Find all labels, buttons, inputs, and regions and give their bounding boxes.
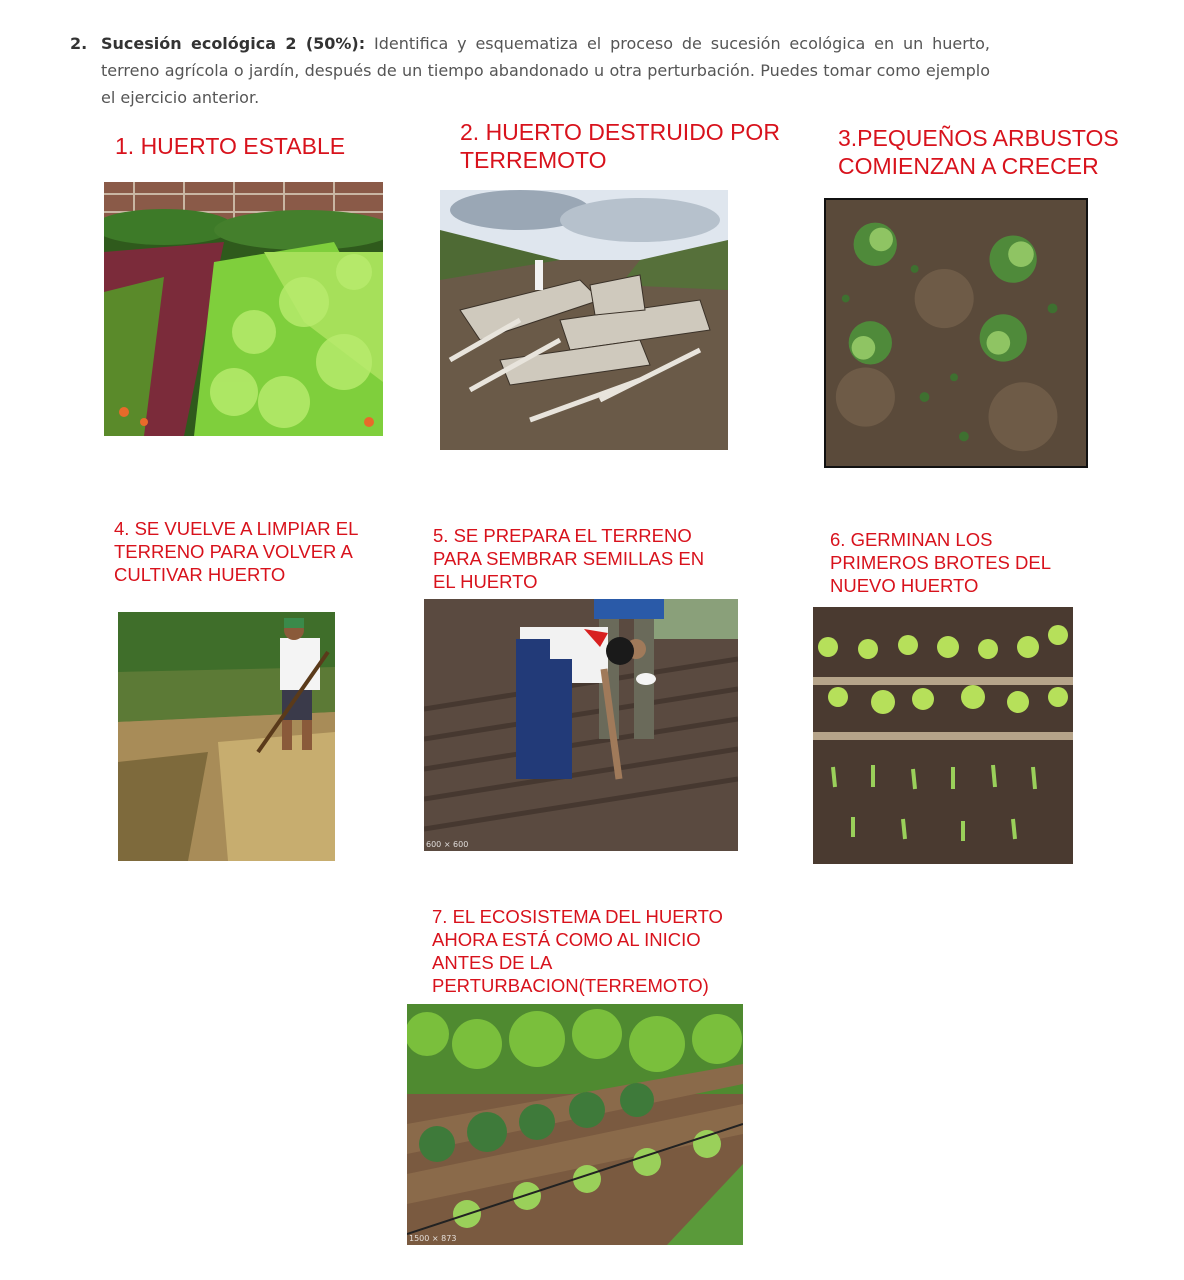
step-4-caption: 4. SE VUELVE A LIMPIAR EL TERRENO PARA VOLVER A CULTIVAR HUERTO [114, 518, 358, 585]
question-block [70, 30, 990, 111]
question-body [101, 30, 990, 111]
watermark-text: 600 × 600 [426, 840, 469, 849]
step-5-caption: 5. SE PREPARA EL TERRENO PARA SEMBRAR SEMILLAS EN EL HUERTO [433, 525, 705, 592]
step-7-caption: 7. EL ECOSISTEMA DEL HUERTO AHORA ESTÁ COMO AL INICIO ANTES DE LA PERTURBACION(TERREMOTO) [432, 906, 723, 996]
clearing-land-photo [118, 612, 335, 861]
step-1-caption: 1. HUERTO ESTABLE [115, 133, 346, 159]
sprouts-photo [813, 607, 1073, 864]
watermark-text: 1500 × 873 [409, 1234, 457, 1243]
question-text: Identifica y esquematiza el proceso de sucesión ecológica en un huerto, terreno agrícola o jardín, después de un tiempo abandonado u otra perturbación. Puedes tomar como ejemplo el ejercicio anterior. [101, 34, 990, 107]
question-number: 2. [70, 34, 88, 53]
sowing-seeds-photo [424, 599, 738, 851]
stable-garden-photo [104, 182, 383, 436]
earthquake-debris-photo [440, 190, 728, 450]
restored-garden-photo [407, 1004, 743, 1245]
step-3-caption: 3.PEQUEÑOS ARBUSTOS COMIENZAN A CRECER [838, 125, 1119, 179]
step-2-caption: 2. HUERTO DESTRUIDO POR TERREMOTO [460, 119, 780, 173]
small-shrubs-photo [824, 198, 1088, 468]
question-title: Sucesión ecológica 2 (50%): [101, 34, 366, 53]
step-6-caption: 6. GERMINAN LOS PRIMEROS BROTES DEL NUEVO HUERTO [830, 529, 1051, 596]
